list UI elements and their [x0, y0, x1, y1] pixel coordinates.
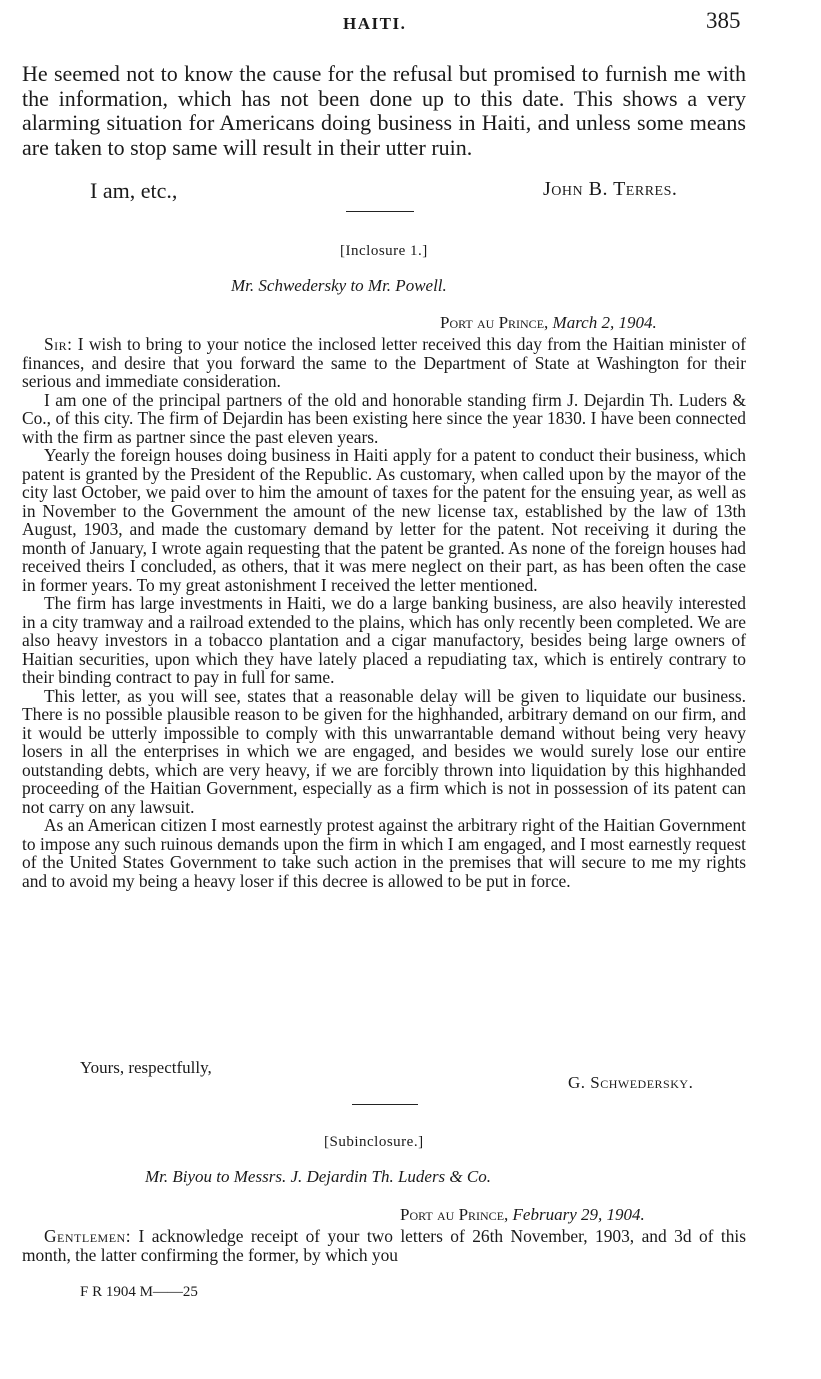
dateline-place: Port au Prince, [440, 313, 549, 332]
running-title: HAITI. [343, 14, 407, 33]
salutation: Gentlemen: [44, 1226, 132, 1246]
subinclosure-body [22, 1227, 746, 1264]
paragraph-text: I acknowledge receipt of your two letters of 26th November, 1903, and 3d of this month, the latter confirming the former, by which you [22, 1226, 746, 1265]
body-paragraph: The firm has large investments in Haiti, we do a large banking business, are also heavily interested in a city tramway and a railroad extended to the plains, which has only recently been completed. We are also heavy investors in a tobacco plantation and a cigar manufactory, besides being large owners of Haitian securities, upon which they have lately placed a repudiating tax, which is entirely contrary to their binding contract to pay in full for same. [22, 593, 746, 687]
subinclosure-label: [Subinclosure.] [324, 1134, 424, 1150]
letter-end-signature: John B. Terres. [543, 178, 678, 200]
section-divider [352, 1104, 418, 1105]
body-paragraph: As an American citizen I most earnestly protest against the arbitrary right of the Haitian Government to impose any such ruinous demands upon the firm in which I am engaged, and I most earnestly request of the United States Government to take such action in the premises that will secure to me my rights and to avoid my being a heavy loser if this decree is allowed to be put in force. [22, 815, 746, 891]
body-paragraph: Yearly the foreign houses doing business in Haiti apply for a patent to conduct their business, which patent is granted by the President of the Republic. As customary, when called upon by the mayor of the city last October, we paid over to him the amount of taxes for the patent for the ensuing year, as well as in November to the Government the amount of the new license tax, established by the law of 13th August, 1903, and made the customary demand by letter for the patent. Not receiving it during the month of January, I wrote again requesting that the patent be granted. As none of the foreign houses had received theirs I concluded, as others, that it was mere neglect on their part, as has been often the case in former years. To my great astonishment I received the letter mentioned. [22, 445, 746, 595]
salutation: Sir: [44, 334, 73, 354]
inclosure-heading: Mr. Schwedersky to Mr. Powell. [231, 276, 447, 295]
body-paragraph [22, 1227, 746, 1264]
inclosure-signature: G. Schwedersky. [568, 1073, 694, 1092]
section-divider [346, 211, 414, 212]
inclosure-body [22, 335, 746, 890]
letter-end-text: He seemed not to know the cause for the refusal but promised to furnish me with the information, which has not been done up to this date. This shows a very alarming situation for Americans doing business in Haiti, and unless some means are taken to stop same will result in their utter ruin. [22, 61, 746, 160]
body-paragraph: I am one of the principal partners of the old and honorable standing firm J. Dejardin Th. Luders & Co., of this city. The firm of Dejardin has been existing here since the year 1830. I have been connected with the firm as partner since the past eleven years. [22, 389, 746, 447]
dateline-date: February 29, 1904. [512, 1205, 645, 1224]
subinclosure-dateline [400, 1205, 645, 1225]
letter-end-closing: I am, etc., [90, 178, 178, 203]
dateline-place: Port au Prince, [400, 1205, 509, 1224]
inclosure-label: [Inclosure 1.] [340, 243, 428, 259]
subinclosure-heading: Mr. Biyou to Messrs. J. Dejardin Th. Luders & Co. [145, 1167, 491, 1186]
body-paragraph [22, 335, 746, 391]
inclosure-closing: Yours, respectfully, [80, 1058, 212, 1077]
letter-end-paragraph [22, 62, 746, 160]
dateline-date: March 2, 1904. [552, 313, 657, 332]
inclosure-dateline [440, 313, 657, 333]
page-number: 385 [706, 8, 741, 33]
body-paragraph: This letter, as you will see, states that a reasonable delay will be given to liquidate our business. There is no possible plausible reason to be given for the highhanded, arbitrary demand on our firm, and it would be utterly impossible to comply with this unwarrantable demand without being very heavy losers in all the enterprises in which we are engaged, and besides we would surely lose our entire outstanding debts, which are very heavy, if we are forcibly thrown into liquidation by this highhanded proceeding of the Haitian Government, especially as a firm which is not in possession of its patent can not carry on any lawsuit. [22, 685, 746, 817]
signature-mark: F R 1904 M——25 [80, 1284, 198, 1300]
paragraph-text: I wish to bring to your notice the inclosed letter received this day from the Haitian minister of finances, and desire that you forward the same to the Department of State at Washington for their serious and immediate consideration. [22, 334, 746, 391]
